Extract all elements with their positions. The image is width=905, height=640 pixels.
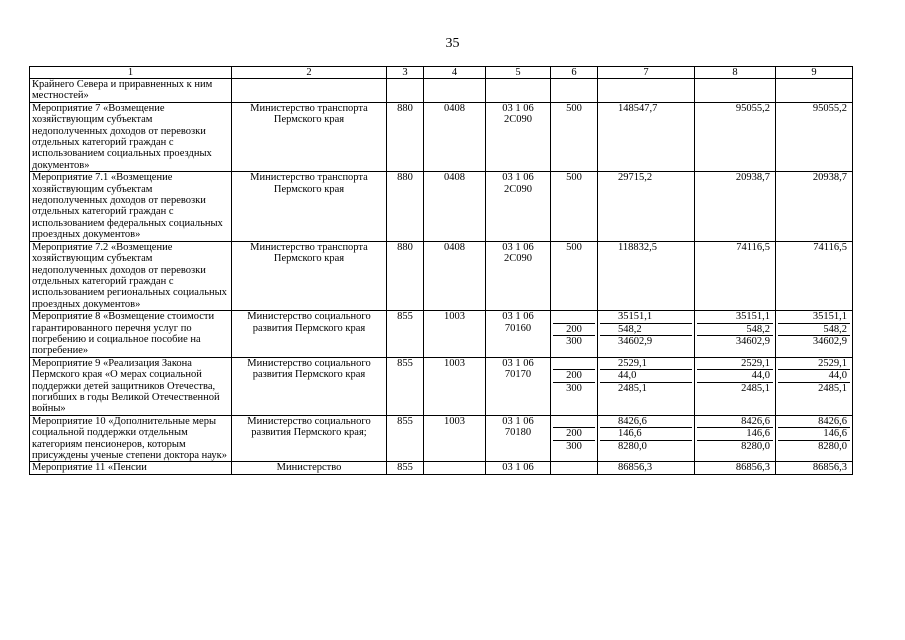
activity-name-cell: Мероприятие 7 «Возмещение хозяйствующим субъектам недополученных доходов от перевозки отдельных категорий граждан с использованием социальных проездных документов»	[30, 102, 232, 171]
table-row	[30, 311, 853, 358]
amount-cell	[776, 462, 853, 474]
table-row	[30, 357, 853, 415]
target-code-cell: 03 1 06 2С090	[486, 172, 551, 241]
ministry-cell: Министерство	[232, 462, 387, 474]
code-cell: 880	[387, 172, 424, 241]
expense-type-value: 200	[553, 324, 595, 336]
amount-value: 34602,9	[812, 335, 847, 347]
amount-cell	[776, 415, 853, 462]
amount-cell	[695, 241, 776, 310]
target-code-cell: 03 1 06 2С090	[486, 102, 551, 171]
code-cell: 855	[387, 357, 424, 415]
expense-type-value: 200	[553, 370, 595, 382]
amount-value: 20938,7	[812, 172, 847, 184]
amount-cell	[598, 172, 695, 241]
amount-value: 86856,3	[812, 462, 847, 474]
target-code-cell: 03 1 06	[486, 462, 551, 474]
expense-type-cell	[551, 311, 598, 358]
header-cell: 2	[232, 67, 387, 79]
expense-type-cell	[551, 102, 598, 171]
section-code-cell: 1003	[424, 311, 486, 358]
header-cell: 7	[598, 67, 695, 79]
amount-value: 86856,3	[618, 462, 653, 474]
activity-name-cell: Мероприятие 10 «Дополнительные меры социальной поддержки отдельным категориям пенсионеров, которым присуждены ученые степени доктора наук»	[30, 415, 232, 462]
amount-cell	[776, 311, 853, 358]
expense-type-value: 500	[566, 102, 582, 114]
expense-type-cell	[551, 79, 598, 103]
header-cell: 9	[776, 67, 853, 79]
amount-cell	[598, 241, 695, 310]
code-cell: 880	[387, 102, 424, 171]
amount-cell	[776, 172, 853, 241]
amount-value: 8280,0	[741, 440, 770, 452]
expense-type-value	[553, 416, 595, 428]
activity-name-cell: Мероприятие 11 «Пенсии	[30, 462, 232, 474]
code-cell: 880	[387, 241, 424, 310]
amount-cell	[776, 357, 853, 415]
amount-value: 95055,2	[812, 102, 847, 114]
amount-cell	[776, 79, 853, 103]
expense-type-value: 300	[566, 440, 582, 452]
amount-cell	[776, 241, 853, 310]
table-row	[30, 172, 853, 241]
amount-cell	[695, 415, 776, 462]
amount-value: 86856,3	[735, 462, 770, 474]
amount-value: 44,0	[778, 370, 850, 382]
amount-value: 2485,1	[818, 382, 847, 394]
amount-cell	[598, 415, 695, 462]
amount-cell	[695, 79, 776, 103]
ministry-cell: Министерство социального развития Пермского края	[232, 311, 387, 358]
amount-value: 2485,1	[741, 382, 770, 394]
expense-type-value: 200	[553, 428, 595, 440]
section-code-cell: 0408	[424, 172, 486, 241]
amount-cell	[598, 311, 695, 358]
header-cell: 3	[387, 67, 424, 79]
page-number: 35	[445, 36, 460, 51]
amount-cell	[598, 102, 695, 171]
amount-value: 146,6	[697, 428, 773, 440]
activity-name-cell: Мероприятие 7.2 «Возмещение хозяйствующим субъектам недополученных доходов от перевозки отдельных категорий граждан с использованием региональных социальных проездных документов»	[30, 241, 232, 310]
amount-value: 8426,6	[600, 416, 692, 428]
amount-cell	[598, 79, 695, 103]
header-cell: 6	[551, 67, 598, 79]
amount-value: 148547,7	[618, 102, 658, 114]
ministry-cell: Министерство социального развития Пермского края	[232, 357, 387, 415]
amount-value: 2529,1	[697, 358, 773, 370]
amount-value: 44,0	[697, 370, 773, 382]
section-code-cell: 0408	[424, 241, 486, 310]
amount-value: 2485,1	[618, 382, 647, 394]
expense-type-value: 300	[566, 335, 582, 347]
table-row	[30, 79, 853, 103]
section-code-cell: 0408	[424, 102, 486, 171]
amount-value: 20938,7	[735, 172, 770, 184]
amount-cell	[776, 102, 853, 171]
amount-value: 2529,1	[778, 358, 850, 370]
target-code-cell	[486, 79, 551, 103]
ministry-cell: Министерство транспорта Пермского края	[232, 241, 387, 310]
amount-cell	[598, 357, 695, 415]
amount-cell	[695, 311, 776, 358]
amount-value: 8280,0	[618, 440, 647, 452]
table-row	[30, 102, 853, 171]
amount-value: 8280,0	[818, 440, 847, 452]
expense-type-cell	[551, 241, 598, 310]
section-code-cell	[424, 462, 486, 474]
ministry-cell: Министерство транспорта Пермского края	[232, 172, 387, 241]
amount-value: 2529,1	[600, 358, 692, 370]
code-cell: 855	[387, 462, 424, 474]
header-cell: 5	[486, 67, 551, 79]
code-cell	[387, 79, 424, 103]
expense-type-value: 500	[566, 172, 582, 184]
amount-value: 35151,1	[778, 311, 850, 323]
amount-value: 118832,5	[618, 241, 657, 253]
target-code-cell: 03 1 06 70170	[486, 357, 551, 415]
expense-type-cell	[551, 357, 598, 415]
amount-value: 548,2	[697, 324, 773, 336]
ministry-cell	[232, 79, 387, 103]
expense-type-value	[553, 462, 595, 473]
amount-value	[697, 79, 773, 90]
ministry-cell: Министерство транспорта Пермского края	[232, 102, 387, 171]
expense-type-value: 500	[566, 241, 582, 253]
expense-type-value: 300	[566, 382, 582, 394]
amount-value: 29715,2	[618, 172, 653, 184]
activity-name-cell: Крайнего Севера и приравненных к ним местностей»	[30, 79, 232, 103]
amount-value: 74116,5	[736, 241, 770, 253]
target-code-cell: 03 1 06 2С090	[486, 241, 551, 310]
expense-type-value	[553, 311, 595, 323]
section-code-cell	[424, 79, 486, 103]
table-row	[30, 462, 853, 474]
activity-name-cell: Мероприятие 7.1 «Возмещение хозяйствующим субъектам недополученных доходов от перевозки отдельных категорий граждан с использованием федеральных социальных проездных документов»	[30, 172, 232, 241]
header-cell: 1	[30, 67, 232, 79]
amount-cell	[695, 172, 776, 241]
amount-cell	[695, 462, 776, 474]
amount-value: 8426,6	[778, 416, 850, 428]
table-row	[30, 241, 853, 310]
expense-type-value	[553, 79, 595, 90]
amount-value: 34602,9	[735, 335, 770, 347]
amount-value: 146,6	[778, 428, 850, 440]
amount-value: 146,6	[600, 428, 692, 440]
amount-value	[778, 79, 850, 90]
expense-type-cell	[551, 172, 598, 241]
amount-value: 548,2	[778, 324, 850, 336]
amount-value	[600, 79, 692, 90]
expense-type-cell	[551, 415, 598, 462]
amount-cell	[695, 357, 776, 415]
table-row	[30, 415, 853, 462]
amount-value: 34602,9	[618, 335, 653, 347]
expense-type-value	[553, 358, 595, 370]
header-cell: 8	[695, 67, 776, 79]
amount-cell	[695, 102, 776, 171]
code-cell: 855	[387, 415, 424, 462]
expense-type-cell	[551, 462, 598, 474]
table-header-row	[30, 67, 853, 79]
activity-name-cell: Мероприятие 8 «Возмещение стоимости гарантированного перечня услуг по погребению и социальное пособие на погребение»	[30, 311, 232, 358]
amount-cell	[598, 462, 695, 474]
activity-name-cell: Мероприятие 9 «Реализация Закона Пермского края «О мерах социальной поддержки детей защитников Отечества, погибших в годы Великой Отечественной войны»	[30, 357, 232, 415]
amount-value: 35151,1	[600, 311, 692, 323]
amount-value: 35151,1	[697, 311, 773, 323]
target-code-cell: 03 1 06 70180	[486, 415, 551, 462]
code-cell: 855	[387, 311, 424, 358]
amount-value: 95055,2	[735, 102, 770, 114]
target-code-cell: 03 1 06 70160	[486, 311, 551, 358]
amount-value: 74116,5	[813, 241, 847, 253]
budget-table	[29, 66, 853, 475]
amount-value: 548,2	[600, 324, 692, 336]
amount-value: 44,0	[600, 370, 692, 382]
ministry-cell: Министерство социального развития Пермского края;	[232, 415, 387, 462]
amount-value: 8426,6	[697, 416, 773, 428]
section-code-cell: 1003	[424, 415, 486, 462]
header-cell: 4	[424, 67, 486, 79]
section-code-cell: 1003	[424, 357, 486, 415]
